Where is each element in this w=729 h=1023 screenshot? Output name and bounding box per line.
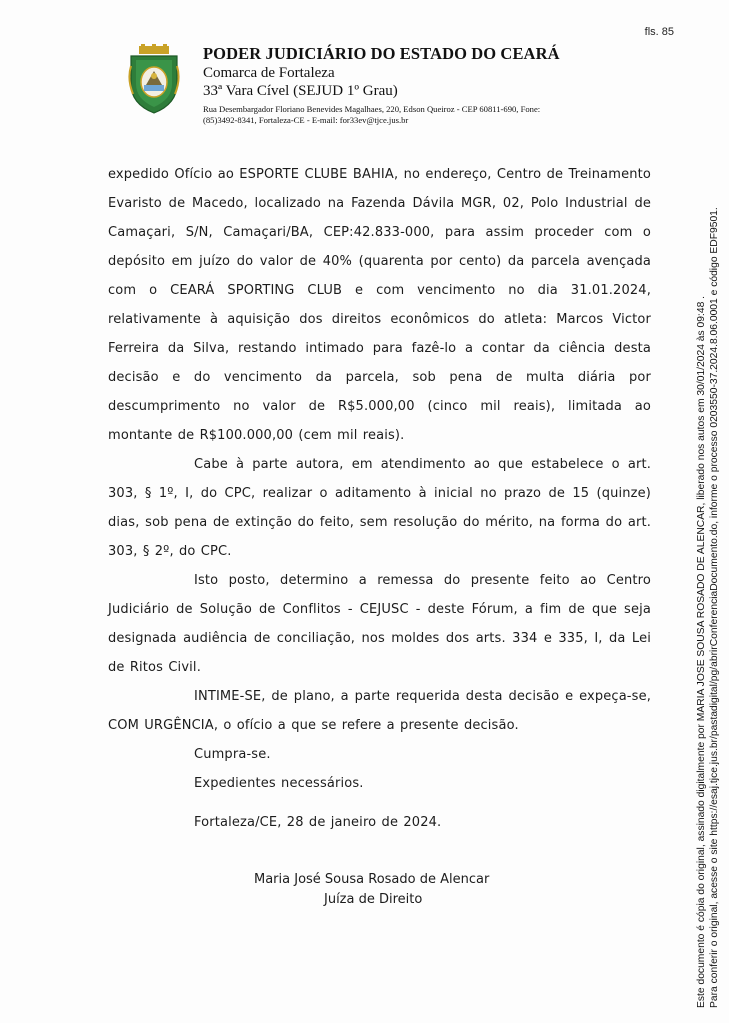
paragraph-cejusc: Isto posto, determino a remessa do presente feito ao Centro Judiciário de Solução de Conflitos - CEJUSC - deste Fórum, a fim de que seja designada audiência de conciliação, nos moldes dos arts. 334 e 335, I, da Lei de Ritos Civil. <box>108 573 651 675</box>
paragraph-oficio: expedido Ofício ao ESPORTE CLUBE BAHIA, no endereço, Centro de Treinamento Evaristo de Macedo, localizado na Fazenda Dávila MGR, 02, Polo Industrial de Camaçari, S/N, Camaçari/BA, CEP:42.833-000, para assim proceder com o depósito em juízo do valor de 40% (quarenta por cento) da parcela avençada com o CEARÁ SPORTING CLUB e com vencimento no dia 31.01.2024, relativamente à aquisição dos direitos econômicos do atleta: Marcos Victor Ferreira da Silva, restando intimado para fazê-lo a contar da ciência desta decisão e do vencimento da parcela, sob pena de multa diária por descumprimento no valor de R$5.000,00 (cinco mil reais), limitada ao montante de R$100.000,00 (cem mil reais). <box>108 167 651 443</box>
cumpra-se: Cumpra-se. <box>194 747 271 762</box>
paragraph-aditamento: Cabe à parte autora, em atendimento ao que estabelece o art. 303, § 1º, I, do CPC, realizar o aditamento à inicial no prazo de 15 (quinze) dias, sob pena de extinção do feito, sem resolução do mérito, na forma do art. 303, § 2º, do CPC. <box>108 457 651 559</box>
ceara-coat-of-arms-icon <box>127 44 181 114</box>
expedientes: Expedientes necessários. <box>194 776 364 791</box>
court-header <box>203 44 623 126</box>
digital-signature-note <box>695 158 721 1008</box>
judge-role: Juíza de Direito <box>324 892 423 907</box>
vara-name: 33ª Vara Cível (SEJUD 1º Grau) <box>203 83 398 99</box>
court-address <box>203 104 603 126</box>
judge-name: Maria José Sousa Rosado de Alencar <box>254 872 490 887</box>
address-line-1: Rua Desembargador Floriano Benevides Magalhaes, 220, Edson Queiroz - CEP 60811-690, Fone: <box>203 104 541 114</box>
side-note-line-2: Para conferir o original, acesse o site https://esaj.tjce.jus.br/pastadigital/pg/abrirConferenciaDocumento.do, informe o processo 0203550-37.2024.8.06.0001 e código EDF9501. <box>709 207 720 1008</box>
court-title: PODER JUDICIÁRIO DO ESTADO DO CEARÁ <box>203 44 560 63</box>
comarca-name: Comarca de Fortaleza <box>203 65 335 81</box>
decision-body <box>108 160 651 837</box>
signature-block <box>108 870 708 910</box>
address-line-2: (85)3492-8341, Fortaleza-CE - E-mail: for33ev@tjce.jus.br <box>203 115 409 125</box>
paragraph-intime-se: INTIME-SE, de plano, a parte requerida desta decisão e expeça-se, COM URGÊNCIA, o ofício a que se refere a presente decisão. <box>108 689 651 733</box>
side-note-line-1: Este documento é cópia do original, assinado digitalmente por MARIA JOSE SOUSA ROSADO DE ALENCAR, liberado nos autos em 30/01/2024 às 09:48 . <box>696 295 707 1008</box>
page-number: fls. 85 <box>644 26 674 38</box>
decision-date: Fortaleza/CE, 28 de janeiro de 2024. <box>194 815 442 830</box>
